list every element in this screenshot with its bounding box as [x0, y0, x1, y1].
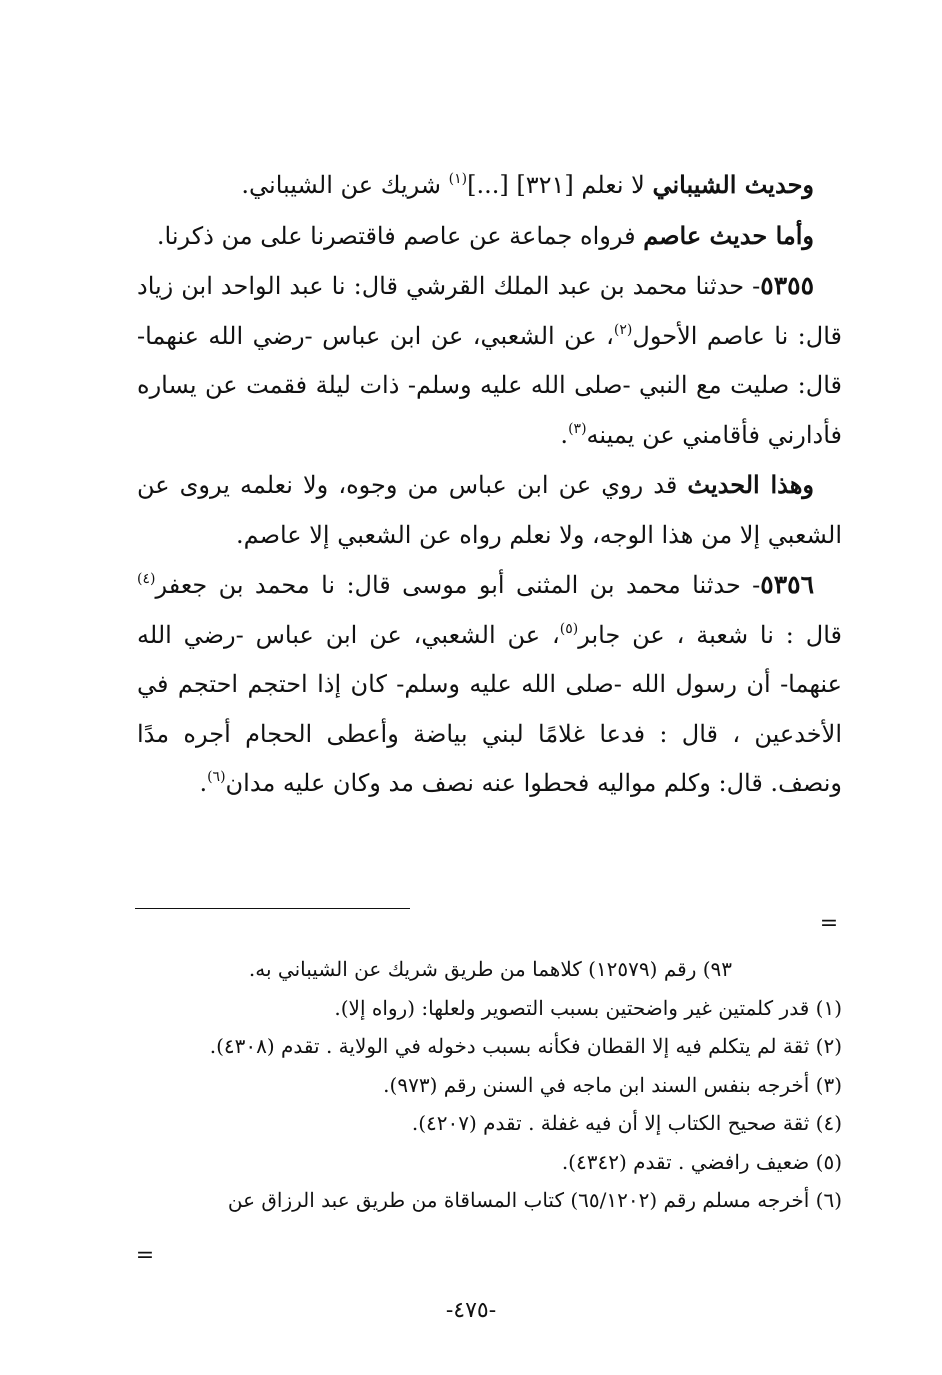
footnote-2: (٢) ثقة لم يتكلم فيه إلا القطان فكأنه بسبب دخوله في الولاية . تقدم (٤٣٠٨). [209, 1034, 842, 1058]
hadith-text: قال : نا شعبة ، عن جابر [578, 620, 843, 649]
footnote-ref: (٢) [613, 321, 633, 338]
footnote-6: (٦) أخرجه مسلم رقم (٦٥/١٢٠٢) كتاب المساقاة من طريق عبد الرزاق عن [227, 1188, 842, 1212]
paragraph-text: لا نعلم [٣٢١] [...] [467, 171, 653, 199]
hadith-text: ، عن الشعبي، عن ابن عباس -رضي الله عنهما- قال: صليت مع النبي -صلى الله عليه وسلم- ذات ليلة فقمت عن يساره فأدارني فأقامني عن يمينه [137, 321, 842, 449]
footnote-1: (١) قدر كلمتين غير واضحتين بسبب التصوير ولعلها: (رواه إلا). [334, 995, 842, 1020]
footnote-ref: (٣) [568, 420, 587, 437]
continuation-mark-top: = [819, 911, 839, 936]
footnote-5: (٥) ضعيف رافضي . تقدم (٤٣٤٢). [561, 1149, 842, 1174]
paragraph-shaybani [137, 160, 842, 211]
paragraph-hadith-comment [137, 460, 842, 560]
hadith-number: ٥٣٥٥ [760, 271, 814, 300]
paragraph-text: قد روي عن ابن عباس من وجوه، ولا نعلمه يروى عن الشعبي إلا من هذا الوجه، ولا نعلم رواه عن الشعبي إلا عاصم. [137, 471, 842, 549]
hadith-number: ٥٣٥٦ [760, 570, 814, 599]
paragraph-text: فرواه جماعة عن عاصم فاقتصرنا على من ذكرنا. [156, 221, 644, 250]
hadith-5355 [137, 261, 842, 460]
paragraph-text: شريك عن الشيباني. [241, 171, 449, 199]
hadith-text: - حدثنا محمد بن عبد الملك القرشي قال: نا عبد الواحد ابن زياد قال: نا عاصم الأحول [137, 272, 842, 350]
continuation-mark-bottom: = [135, 1243, 155, 1268]
footnote-ref: (٦) [207, 769, 226, 785]
main-text [137, 160, 842, 809]
footnote-separator-line [135, 908, 410, 909]
hadith-text: . [199, 769, 208, 797]
bold-lead: وحديث الشيباني [652, 170, 814, 199]
footnote-4: (٤) ثقة صحيح الكتاب إلا أن فيه غفلة . تقدم (٤٢٠٧). [411, 1111, 842, 1135]
footnote-ref: (١) [448, 171, 468, 187]
footnote-ref: (٥) [559, 620, 579, 637]
bold-lead: وهذا الحديث [687, 470, 814, 499]
hadith-text: . [560, 420, 569, 449]
hadith-5356 [137, 560, 842, 809]
hadith-text: - حدثنا محمد بن المثنى أبو موسى قال: نا محمد بن جعفر [155, 571, 761, 599]
footnote-ref: (٤) [137, 571, 156, 587]
footnote-3: (٣) أخرجه بنفس السند ابن ماجه في السنن رقم (٩٧٣). [383, 1072, 842, 1097]
paragraph-asim [137, 211, 842, 262]
page-number: -٤٧٥- [445, 1298, 497, 1323]
footnotes [136, 950, 842, 1220]
footnote-continuation: ٩٣) رقم (١٢٥٧٩) كلاهما من طريق شريك عن الشيباني به. [248, 957, 732, 981]
hadith-text: ، عن الشعبي، عن ابن عباس -رضي الله عنهما- أن رسول الله -صلى الله عليه وسلم- كان إذا احتجم احتجم في الأخدعين ، قال : فدعا غلامًا لبني بياضة وأعطى الحجام أجره مدًا ونصف. قال: وكلم مواليه فحطوا عنه نصف مد وكان عليه مدان [137, 620, 842, 797]
bold-lead: وأما حديث عاصم [643, 220, 814, 250]
